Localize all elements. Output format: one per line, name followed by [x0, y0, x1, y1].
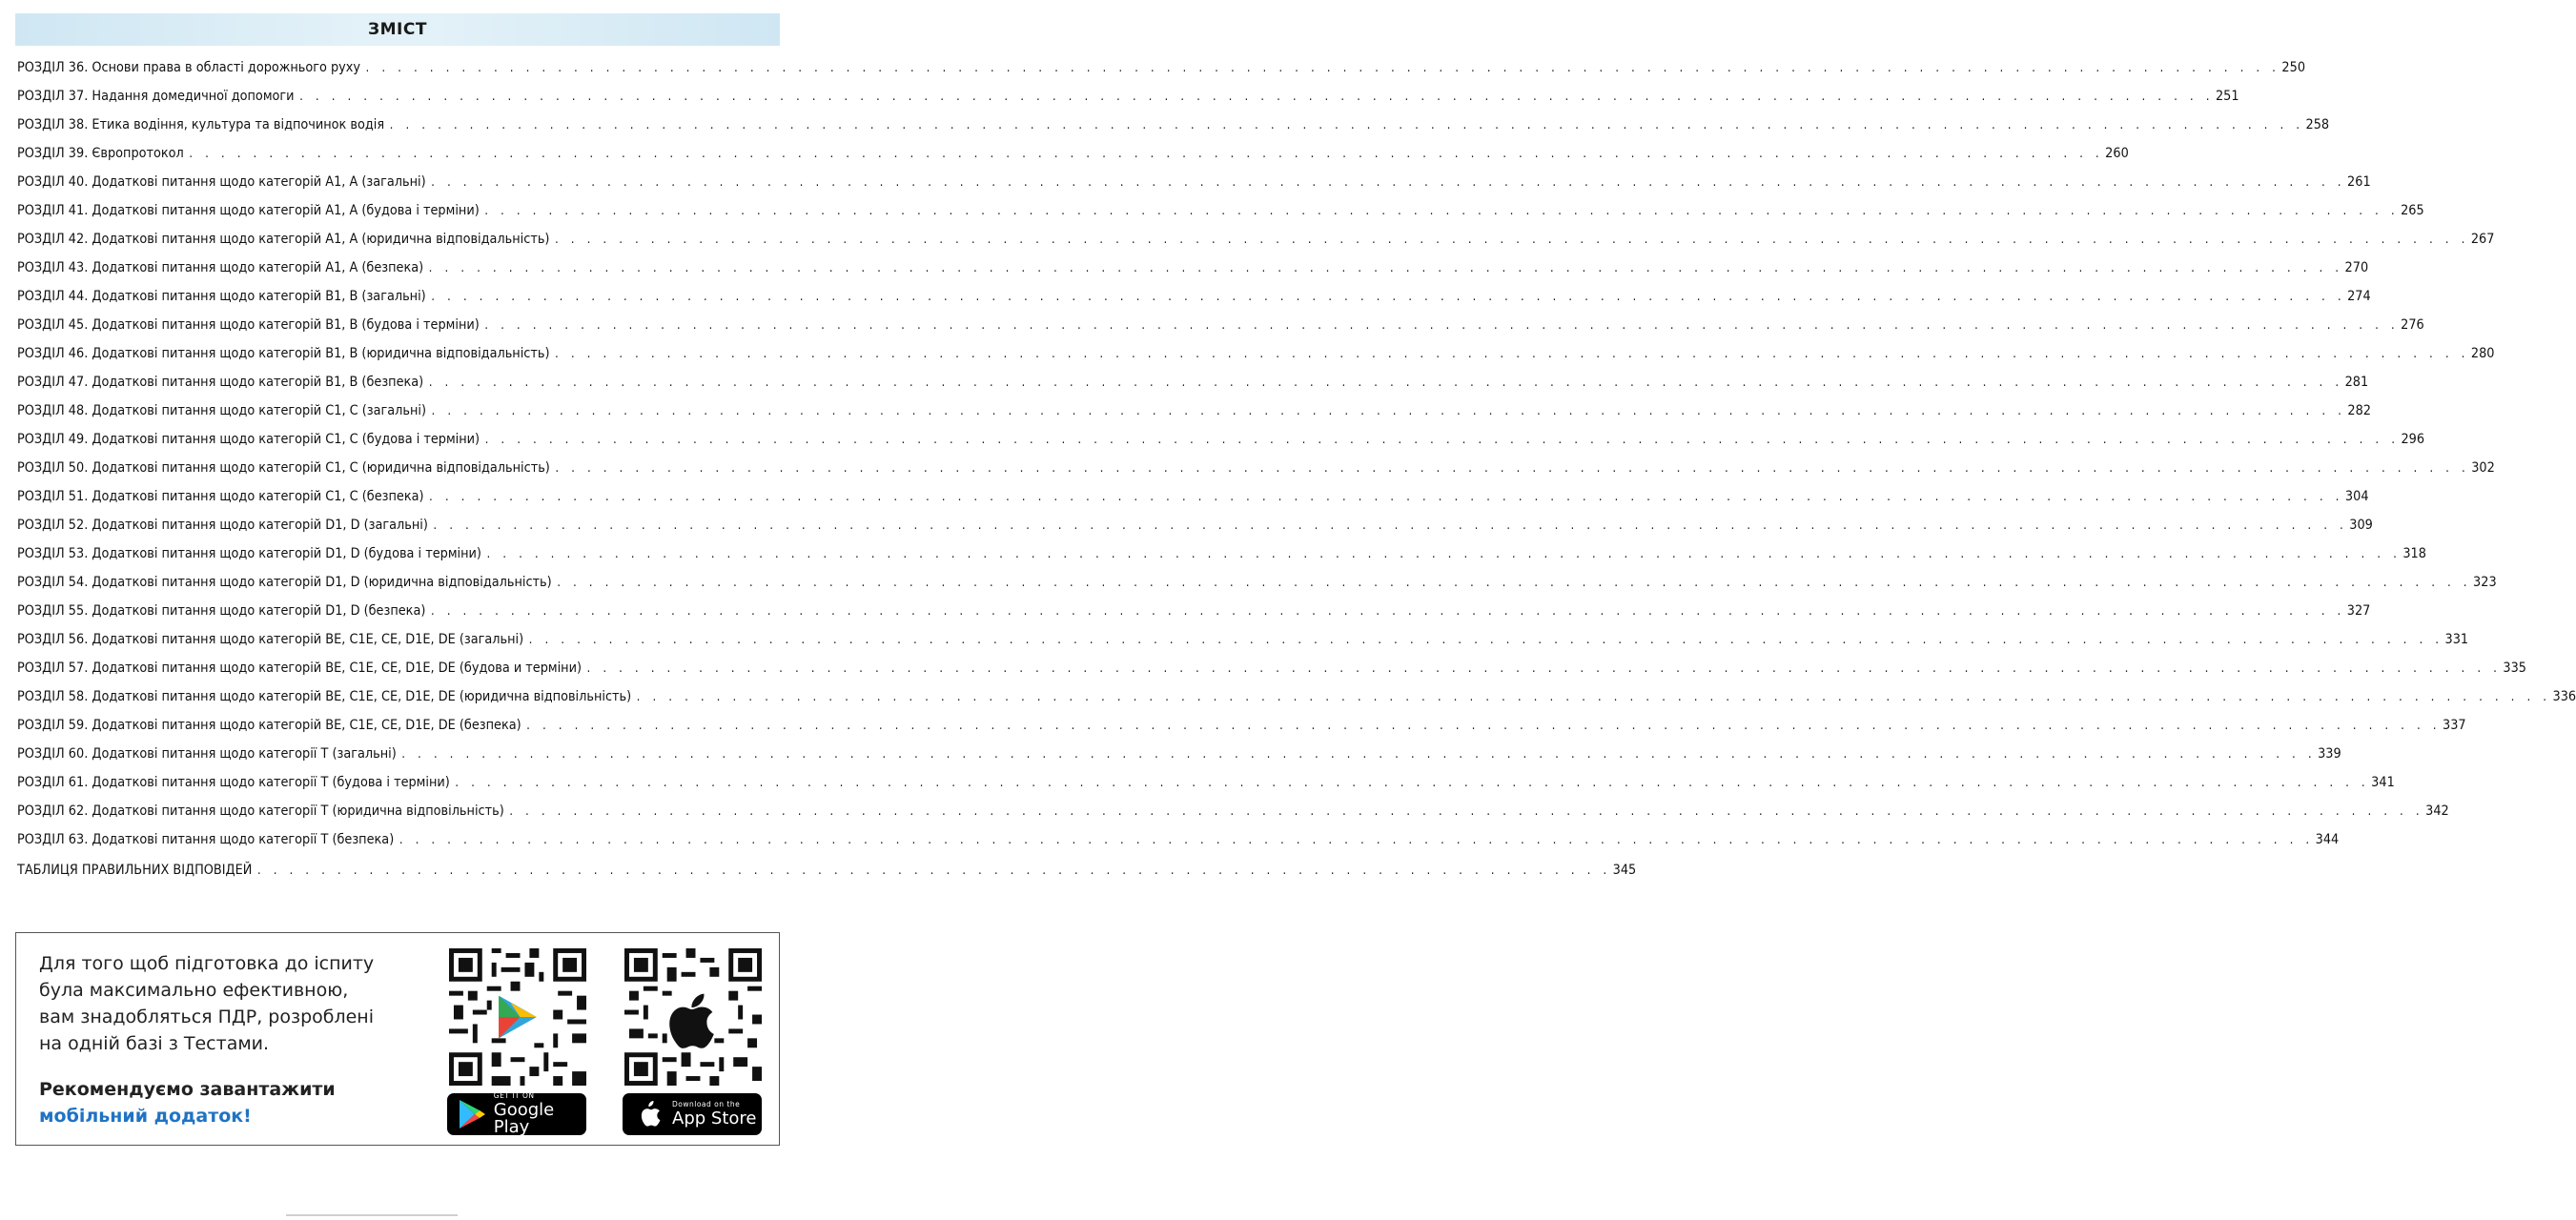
toc-page-number: 327 — [2346, 603, 2371, 619]
badge-caption: Download on the — [672, 1099, 741, 1108]
toc-row[interactable] — [17, 740, 2341, 768]
google-play-qr — [449, 948, 586, 1086]
toc-page-number: 261 — [2347, 174, 2371, 190]
toc-row[interactable] — [17, 482, 2369, 511]
toc-label: РОЗДІЛ 58. Додаткові питання щодо категорій BE, C1E, CE, D1E, DE (юридична відповільність) — [17, 689, 632, 704]
toc-row[interactable] — [17, 568, 2497, 597]
table-of-contents — [17, 53, 2576, 878]
toc-leader-dots: . . . . . . . . . . . . . . . . . . . . . . . . . . . . . . . . . . . . . . . . . . . . . . . . . . . . . . . . . . . . . . . . . . . . . . . . . . . . . . . . . . . . . . . . . . . . . . . . . . . . . . . . . . . . . . . . . . . . . . . . — [484, 203, 2400, 218]
toc-label: РОЗДІЛ 50. Додаткові питання щодо категорій C1, C (юридична відповідальність) — [17, 460, 550, 476]
apple-icon — [632, 1097, 666, 1131]
toc-leader-dots: . . . . . . . . . . . . . . . . . . . . . . . . . . . . . . . . . . . . . . . . . . . . . . . . . . . . . . . . . . . . . . . . . . . . . . . . . . . . . . . . . . . . . . . . . . . . . . . . . . . . . . . . . . . . . . . . . . . . . . . . — [428, 260, 2343, 275]
toc-label: РОЗДІЛ 54. Додаткові питання щодо категорій D1, D (юридична відповідальність) — [17, 575, 552, 590]
toc-label: РОЗДІЛ 43. Додаткові питання щодо категорій A1, A (безпека) — [17, 260, 424, 275]
toc-label: РОЗДІЛ 52. Додаткові питання щодо категорій D1, D (загальні) — [17, 518, 428, 533]
toc-page-number: 345 — [1612, 863, 1637, 878]
toc-label: РОЗДІЛ 47. Додаткові питання щодо категорій B1, B (безпека) — [17, 375, 424, 390]
toc-page-number: 337 — [2443, 718, 2466, 733]
toc-page-number: 250 — [2281, 60, 2306, 75]
toc-label: РОЗДІЛ 45. Додаткові питання щодо категорій B1, B (будова і терміни) — [17, 317, 480, 333]
toc-row-answers[interactable] — [17, 856, 1637, 884]
promo-description — [39, 950, 420, 1057]
toc-label: РОЗДІЛ 53. Додаткові питання щодо категорій D1, D (будова і терміни) — [17, 546, 481, 561]
promo-line: на одній базі з Тестами. — [39, 1033, 270, 1054]
toc-label: РОЗДІЛ 37. Надання домедичної допомоги — [17, 89, 295, 104]
toc-row[interactable] — [17, 797, 2449, 825]
toc-label: РОЗДІЛ 48. Додаткові питання щодо категорій C1, C (загальні) — [17, 403, 427, 418]
toc-leader-dots: . . . . . . . . . . . . . . . . . . . . . . . . . . . . . . . . . . . . . . . . . . . . . . . . . . . . . . . . . . . . . . . . . . . . . . . . . . . . . . . . . . . . . . . . . . . . . . . . . . . . . . . . . . . . . . . . . . . . . . . . — [389, 117, 2304, 132]
app-store-qr — [624, 948, 762, 1086]
toc-page-number: 260 — [2105, 146, 2129, 161]
toc-page-number: 304 — [2344, 489, 2369, 504]
toc-leader-dots: . . . . . . . . . . . . . . . . . . . . . . . . . . . . . . . . . . . . . . . . . . . . . . . . . . . . . . . . . . . . . . . . . . . . . . . . . . . . . . . . . . . . . . . . . . . . . . . . . . . . . . . . . . . . . . . . . . . . . . . . — [526, 718, 2442, 733]
toc-leader-dots: . . . . . . . . . . . . . . . . . . . . . . . . . . . . . . . . . . . . . . . . . . . . . . . . . . . . . . . . . . . . . . . . . . . . . . . . . . . . . . . . . . . . . . . . . . . . . . . . . . . . . . . . . . . . . . . . . . . . . . . . — [484, 317, 2400, 333]
toc-page-number: 302 — [2471, 460, 2495, 476]
toc-label: РОЗДІЛ 63. Додаткові питання щодо категорії T (безпека) — [17, 832, 395, 847]
toc-leader-dots: . . . . . . . . . . . . . . . . . . . . . . . . . . . . . . . . . . . . . . . . . . . . . . . . . . . . . . . . . . . . . . . . . . . . . . . . . . . . . . . . . . . . . . . . . . . . . . . . . . . . . . . . . . . . . . . . . . . . . . . . — [586, 661, 2502, 676]
toc-label: РОЗДІЛ 59. Додаткові питання щодо категорій BE, C1E, CE, D1E, DE (безпека) — [17, 718, 521, 733]
toc-leader-dots: . . . . . . . . . . . . . . . . . . . . . . . . . . . . . . . . . . . . . . . . . . . . . . . . . . . . . . . . . . . . . . . . . . . . . . . . . . . . . . . . . . . . . . . . . . . . . . . . . . . . . . . . . . . . . . . . . . . . . . . . — [509, 803, 2424, 819]
toc-leader-dots: . . . . . . . . . . . . . . . . . . . . . . . . . . . . . . . . . . . . . . . . . . . . . . . . . . . . . . . . . . . . . . . . . . . . . . . . . . . . . . . . . . . . . . . . . . . . . . . . . . . . . . . . . . . . . . . . . . . . . . . . — [399, 832, 2314, 847]
promo-line: вам знадобляться ПДР, розроблені — [39, 1006, 375, 1027]
toc-leader-dots: . . . . . . . . . . . . . . . . . . . . . . . . . . . . . . . . . . . . . . . . . . . . . . . . . . . . . . . . . . . . . . . . . . . . . . . . . . . . . . . . . . . . . . . . . . . . . . . . . . . . . . . . . . . . . . . . . . . . . . . . — [555, 346, 2470, 361]
google-play-icon — [457, 1097, 488, 1131]
toc-page-number: 323 — [2473, 575, 2497, 590]
toc-row[interactable] — [17, 311, 2424, 339]
toc-page-number: 280 — [2470, 346, 2495, 361]
toc-page-number: 258 — [2305, 117, 2330, 132]
toc-header — [15, 13, 780, 46]
toc-page-number: 331 — [2444, 632, 2469, 647]
toc-leader-dots: . . . . . . . . . . . . . . . . . . . . . . . . . . . . . . . . . . . . . . . . . . . . . . . . . . . . . . . . . . . . . . . . . . . . . . . . . . . . . . . . . . . . . — [256, 863, 1611, 878]
toc-row[interactable] — [17, 368, 2369, 396]
toc-page-number: 342 — [2425, 803, 2449, 819]
toc-page-number: 341 — [2371, 775, 2395, 790]
toc-row[interactable] — [17, 339, 2495, 368]
toc-leader-dots: . . . . . . . . . . . . . . . . . . . . . . . . . . . . . . . . . . . . . . . . . . . . . . . . . . . . . . . . . . . . . . . . . . . . . . . . . . . . . . . . . . . . . . . . . . . . . . . . . . . . . . . . . . . . . . . . . . . . . . . . — [431, 289, 2346, 304]
toc-page-number: 282 — [2347, 403, 2372, 418]
toc-label: РОЗДІЛ 57. Додаткові питання щодо категорій BE, C1E, CE, D1E, DE (будова и терміни) — [17, 661, 583, 676]
app-promo-box — [15, 932, 780, 1146]
toc-label: РОЗДІЛ 41. Додаткові питання щодо категорій A1, A (будова і терміни) — [17, 203, 480, 218]
toc-label: РОЗДІЛ 44. Додаткові питання щодо категорій B1, B (загальні) — [17, 289, 426, 304]
toc-row[interactable] — [17, 539, 2426, 568]
toc-row[interactable] — [17, 682, 2576, 711]
app-store-button[interactable] — [623, 1093, 762, 1135]
toc-row[interactable] — [17, 282, 2371, 311]
toc-row[interactable] — [17, 625, 2469, 654]
toc-label: РОЗДІЛ 56. Додаткові питання щодо категорій BE, C1E, CE, D1E, DE (загальні) — [17, 632, 524, 647]
toc-row[interactable] — [17, 225, 2495, 254]
toc-leader-dots: . . . . . . . . . . . . . . . . . . . . . . . . . . . . . . . . . . . . . . . . . . . . . . . . . . . . . . . . . . . . . . . . . . . . . . . . . . . . . . . . . . . . . . . . . . . . . . . . . . . . . . . . . . . . . . . . . . . . . . . . — [433, 518, 2348, 533]
toc-label: РОЗДІЛ 61. Додаткові питання щодо категорії T (будова і терміни) — [17, 775, 450, 790]
toc-leader-dots: . . . . . . . . . . . . . . . . . . . . . . . . . . . . . . . . . . . . . . . . . . . . . . . . . . . . . . . . . . . . . . . . . . . . . . . . . . . . . . . . . . . . . . . . . . . . . . . . . . . . . . . . . . . . . . . . . . . . . . . . — [430, 603, 2345, 619]
toc-row[interactable] — [17, 711, 2466, 740]
page-edge-divider — [286, 1214, 458, 1216]
toc-leader-dots: . . . . . . . . . . . . . . . . . . . . . . . . . . . . . . . . . . . . . . . . . . . . . . . . . . . . . . . . . . . . . . . . . . . . . . . . . . . . . . . . . . . . . . . . . . . . . . . . . . . . . . . . . . . . . . . . . . . . . . . . — [486, 546, 2402, 561]
toc-page-number: 276 — [2401, 317, 2424, 333]
toc-row[interactable] — [17, 425, 2425, 454]
toc-label: РОЗДІЛ 46. Додаткові питання щодо категорій B1, B (юридична відповідальність) — [17, 346, 550, 361]
page-title: ЗМІСТ — [368, 20, 427, 39]
toc-label: РОЗДІЛ 60. Додаткові питання щодо категорії T (загальні) — [17, 746, 397, 762]
toc-row[interactable] — [17, 654, 2526, 682]
toc-leader-dots: . . . . . . . . . . . . . . . . . . . . . . . . . . . . . . . . . . . . . . . . . . . . . . . . . . . . . . . . . . . . . . . . . . . . . . . . . . . . . . . . . . . . . . . . . . . . . . . . . . . . . . . . . . . . . . . . . . . . . . . . — [557, 575, 2472, 590]
toc-label: РОЗДІЛ 51. Додаткові питання щодо категорій C1, C (безпека) — [17, 489, 424, 504]
toc-page-number: 267 — [2470, 232, 2495, 247]
toc-label: РОЗДІЛ 62. Додаткові питання щодо категорії T (юридична відповільність) — [17, 803, 504, 819]
toc-leader-dots: . . . . . . . . . . . . . . . . . . . . . . . . . . . . . . . . . . . . . . . . . . . . . . . . . . . . . . . . . . . . . . . . . . . . . . . . . . . . . . . . . . . . . . . . . . . . . . . . . . . . . . . . . . . . . . . . . . . . . . . . — [554, 232, 2470, 247]
toc-leader-dots: . . . . . . . . . . . . . . . . . . . . . . . . . . . . . . . . . . . . . . . . . . . . . . . . . . . . . . . . . . . . . . . . . . . . . . . . . . . . . . . . . . . . . . . . . . . . . . . . . . . . . . . . . . . . . . . . . . . . . . . . — [401, 746, 2317, 762]
qr-code-icon[interactable] — [449, 948, 586, 1086]
toc-row[interactable] — [17, 196, 2424, 225]
toc-leader-dots: . . . . . . . . . . . . . . . . . . . . . . . . . . . . . . . . . . . . . . . . . . . . . . . . . . . . . . . . . . . . . . . . . . . . . . . . . . . . . . . . . . . . . . . . . . . . . . . . . . . . . . . . . . . . . . . . . . . . . . . . — [484, 432, 2400, 447]
toc-label: РОЗДІЛ 38. Етика водіння, культура та відпочинок водія — [17, 117, 385, 132]
toc-page-number: 281 — [2344, 375, 2369, 390]
toc-leader-dots: . . . . . . . . . . . . . . . . . . . . . . . . . . . . . . . . . . . . . . . . . . . . . . . . . . . . . . . . . . . . . . . . . . . . . . . . . . . . . . . . . . . . . . . . . . . . . . . . . . . . . . . . . . . . . . . . . . . . . . . . — [636, 689, 2551, 704]
toc-page-number: 296 — [2401, 432, 2425, 447]
toc-leader-dots: . . . . . . . . . . . . . . . . . . . . . . . . . . . . . . . . . . . . . . . . . . . . . . . . . . . . . . . . . . . . . . . . . . . . . . . . . . . . . . . . . . . . . . . . . . . . . . . . . . . . . . . . . . . . . . . . . . . . . . . . — [455, 775, 2370, 790]
toc-page-number: 274 — [2347, 289, 2371, 304]
toc-page-number: 335 — [2503, 661, 2526, 676]
toc-page-number: 336 — [2552, 689, 2576, 704]
toc-row[interactable] — [17, 168, 2371, 196]
toc-leader-dots: . . . . . . . . . . . . . . . . . . . . . . . . . . . . . . . . . . . . . . . . . . . . . . . . . . . . . . . . . . . . . . . . . . . . . . . . . . . . . . . . . . . . . . . . . . . . . . . . . . . . . . . . . . . . . . . . . . . . . . . . — [431, 403, 2346, 418]
toc-page-number: 344 — [2315, 832, 2340, 847]
toc-label: РОЗДІЛ 39. Європротокол — [17, 146, 184, 161]
google-play-button[interactable] — [447, 1090, 586, 1138]
toc-row[interactable] — [17, 511, 2373, 539]
toc-label: РОЗДІЛ 40. Додаткові питання щодо категорій A1, A (загальні) — [17, 174, 426, 190]
toc-row[interactable] — [17, 825, 2340, 854]
badge-store-name: Google Play — [493, 1100, 555, 1138]
toc-page-number: 251 — [2215, 89, 2239, 104]
toc-leader-dots: . . . . . . . . . . . . . . . . . . . . . . . . . . . . . . . . . . . . . . . . . . . . . . . . . . . . . . . . . . . . . . . . . . . . . . . . . . . . . . . . . . . . . . . . . . . . . . . . . . . . . . . . . . . . . . . . . . . . . . . . — [365, 60, 2280, 75]
toc-leader-dots: . . . . . . . . . . . . . . . . . . . . . . . . . . . . . . . . . . . . . . . . . . . . . . . . . . . . . . . . . . . . . . . . . . . . . . . . . . . . . . . . . . . . . . . . . . . . . . . . . . . . . . . . . . . . . . . . . . . . . . . . — [428, 375, 2343, 390]
toc-leader-dots: . . . . . . . . . . . . . . . . . . . . . . . . . . . . . . . . . . . . . . . . . . . . . . . . . . . . . . . . . . . . . . . . . . . . . . . . . . . . . . . . . . . . . . . . . . . . . . . . . . . . . . . . . . . . . . . . . . . . . . . . — [431, 174, 2346, 190]
toc-row[interactable] — [17, 139, 2129, 168]
toc-leader-dots: . . . . . . . . . . . . . . . . . . . . . . . . . . . . . . . . . . . . . . . . . . . . . . . . . . . . . . . . . . . . . . . . . . . . . . . . . . . . . . . . . . . . . . . . . . . . . . . . . . . . . . . . . . . . . . . . . . . . . . . . — [528, 632, 2443, 647]
toc-label: РОЗДІЛ 55. Додаткові питання щодо категорій D1, D (безпека) — [17, 603, 426, 619]
toc-page-number: 339 — [2318, 746, 2341, 762]
toc-row[interactable] — [17, 254, 2369, 282]
toc-row[interactable] — [17, 396, 2372, 425]
toc-page-number: 265 — [2401, 203, 2424, 218]
promo-line: була максимально ефективною, — [39, 980, 349, 1001]
toc-leader-dots: . . . . . . . . . . . . . . . . . . . . . . . . . . . . . . . . . . . . . . . . . . . . . . . . . . . . . . . . . . . . . . . . . . . . . . . . . . . . . . . . . . . . . . . . . . . . . . . . . . . . . . . . . . . . . . . . . . . . . . . . — [555, 460, 2470, 476]
toc-page-number: 309 — [2349, 518, 2373, 533]
toc-row[interactable] — [17, 111, 2330, 139]
toc-row[interactable] — [17, 454, 2495, 482]
toc-leader-dots: . . . . . . . . . . . . . . . . . . . . . . . . . . . . . . . . . . . . . . . . . . . . . . . . . . . . . . . . . . . . . . . . . . . . . . . . . . . . . . . . . . . . . . . . . . . . . . . . . . . . . . . . . . . . . . . . . . . . . . . . — [299, 89, 2215, 104]
toc-label: РОЗДІЛ 42. Додаткові питання щодо категорій A1, A (юридична відповідальність) — [17, 232, 550, 247]
promo-recommendation — [39, 1076, 420, 1129]
badge-store-name: App Store — [672, 1108, 757, 1129]
toc-page-number: 270 — [2344, 260, 2369, 275]
qr-code-icon[interactable] — [624, 948, 762, 1086]
promo-line: Для того щоб підготовка до іспиту — [39, 953, 375, 974]
toc-row[interactable] — [17, 82, 2239, 111]
toc-leader-dots: . . . . . . . . . . . . . . . . . . . . . . . . . . . . . . . . . . . . . . . . . . . . . . . . . . . . . . . . . . . . . . . . . . . . . . . . . . . . . . . . . . . . . . . . . . . . . . . . . . . . . . . . . . . . . . . . . . . . . . . . — [429, 489, 2344, 504]
toc-label: РОЗДІЛ 49. Додаткові питання щодо категорій C1, C (будова і терміни) — [17, 432, 480, 447]
toc-row[interactable] — [17, 53, 2306, 82]
badge-caption: GET IT ON — [493, 1090, 535, 1100]
promo-recommend-text: Рекомендуємо завантажити — [39, 1079, 336, 1100]
toc-page-number: 318 — [2402, 546, 2426, 561]
toc-leader-dots: . . . . . . . . . . . . . . . . . . . . . . . . . . . . . . . . . . . . . . . . . . . . . . . . . . . . . . . . . . . . . . . . . . . . . . . . . . . . . . . . . . . . . . . . . . . . . . . . . . . . . . . . . . . . . . . . . . . . . . . . — [189, 146, 2104, 161]
promo-app-link[interactable]: мобільний додаток! — [39, 1106, 252, 1127]
toc-label: ТАБЛИЦЯ ПРАВИЛЬНИХ ВІДПОВІДЕЙ — [17, 863, 253, 878]
toc-row[interactable] — [17, 597, 2371, 625]
toc-label: РОЗДІЛ 36. Основи права в області дорожнього руху — [17, 60, 361, 75]
toc-row[interactable] — [17, 768, 2395, 797]
